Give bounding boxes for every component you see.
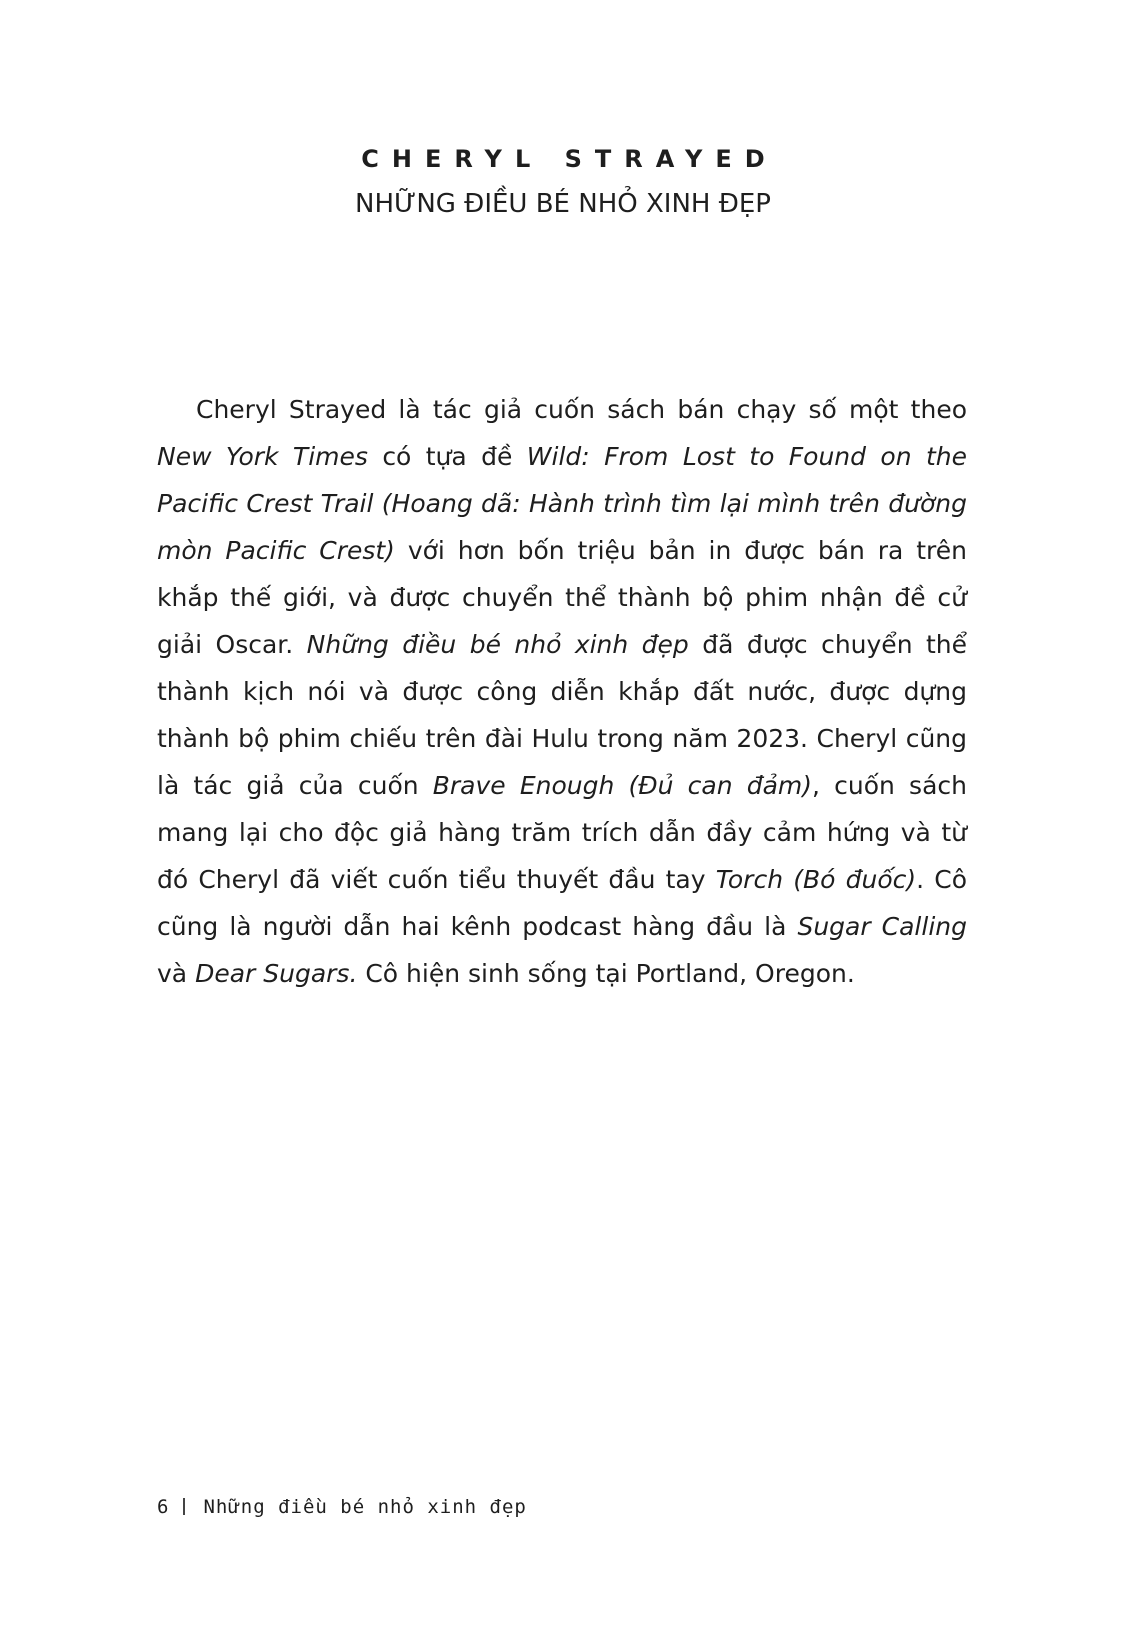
bio-italic-title: Wild: From Lost to Found on the Pacific Crest Trail (Hoang dã: Hành trình tìm lại mình trên đường mòn Pacific Crest) <box>157 442 967 565</box>
running-title: Những điều bé nhỏ xinh đẹp <box>203 1496 527 1518</box>
bio-italic-title: Sugar Calling <box>797 912 967 941</box>
bio-text: với hơn bốn triệu bản in được bán ra trên khắp thế giới, và được chuyển thể thành bộ phim nhận đề cử giải Oscar. <box>157 536 967 659</box>
page-footer <box>157 1494 527 1520</box>
bio-text: . Cô cũng là người dẫn hai kênh podcast hàng đầu là <box>157 865 968 941</box>
author-name: CHERYL STRAYED <box>361 145 778 173</box>
bio-text: có tựa đề <box>367 442 527 471</box>
bio-italic-title: Brave Enough (Đủ can đảm) <box>432 771 813 800</box>
bio-italic-title: New York Times <box>157 442 368 471</box>
bio-italic-title: Dear Sugars. <box>195 959 358 988</box>
bio-text: , cuốn sách mang lại cho độc giả hàng trăm trích dẫn đầy cảm hứng và từ đó Cheryl đã viết cuốn tiểu thuyết đầu tay <box>157 771 967 894</box>
bio-text: Cô hiện sinh sống tại Portland, Oregon. <box>357 959 855 988</box>
bio-text: Cheryl Strayed là tác giả cuốn sách bán chạy số một theo <box>196 395 967 424</box>
bio-italic-title: Torch (Bó đuốc) <box>715 865 917 894</box>
bio-italic-title: Những điều bé nhỏ xinh đẹp <box>306 630 689 659</box>
author-bio <box>157 386 967 997</box>
page-number: 6 <box>157 1496 170 1518</box>
footer-separator <box>183 1498 185 1515</box>
bio-text: và <box>157 959 196 988</box>
bio-text: đã được chuyển thể thành kịch nói và được công diễn khắp đất nước, được dựng thành bộ phim chiếu trên đài Hulu trong năm 2023. Cheryl cũng là tác giả của cuốn <box>157 630 968 800</box>
book-title: NHỮNG ĐIỀU BÉ NHỎ XINH ĐẸP <box>355 189 771 219</box>
